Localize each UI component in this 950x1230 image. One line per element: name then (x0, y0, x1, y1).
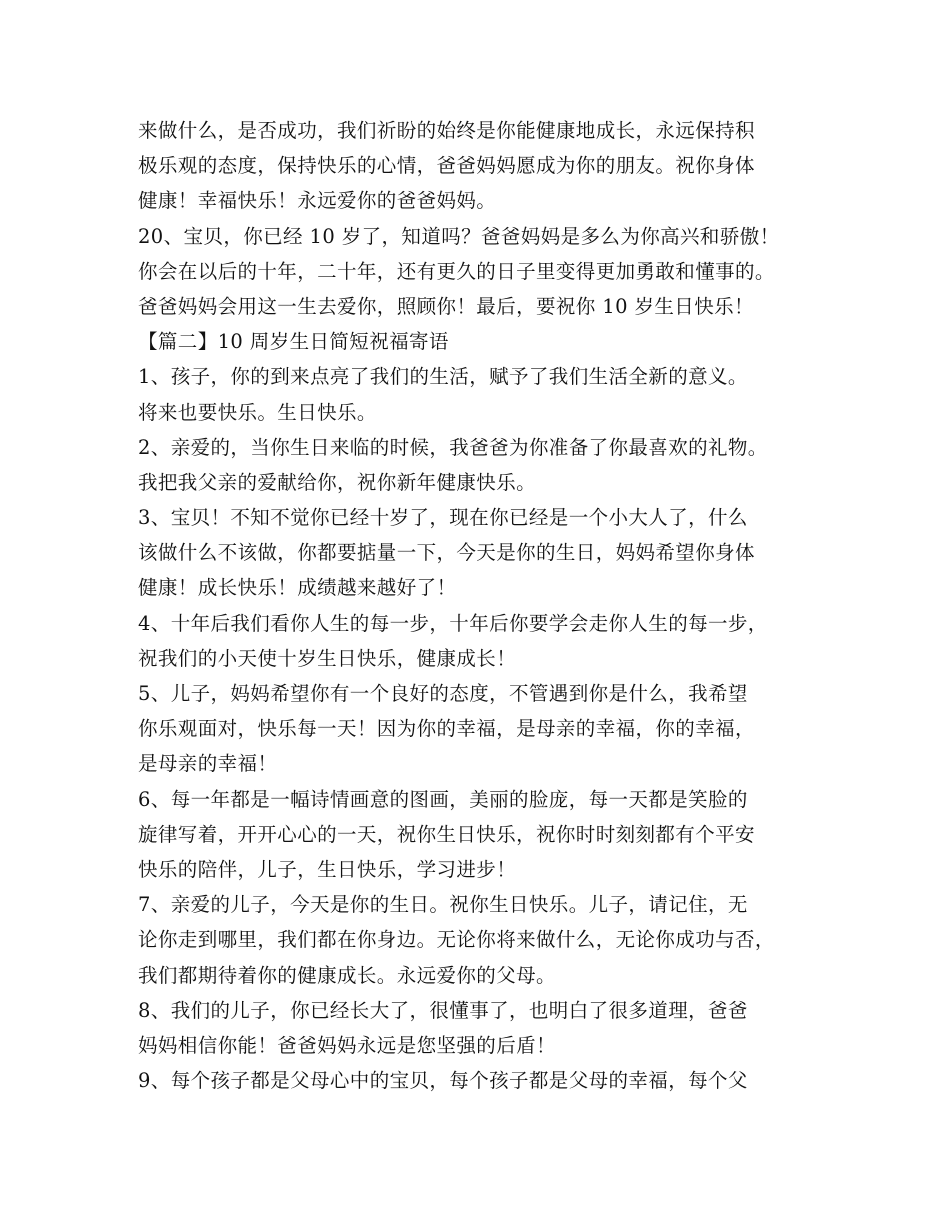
text-line: 该做什么不该做，你都要掂量一下，今天是你的生日，妈妈希望你身体 (138, 541, 755, 565)
text-line: 20、宝贝，你已经 10 岁了，知道吗？爸爸妈妈是多么为你高兴和骄傲！ (138, 224, 780, 248)
text-line: 我把我父亲的爱献给你，祝你新年健康快乐。 (138, 470, 537, 494)
text-line: 来做什么，是否成功，我们祈盼的始终是你能健康地成长，永远保持积 (138, 119, 755, 142)
text-line: 旋律写着，开开心心的一天，祝你生日快乐，祝你时时刻刻都有个平安 (138, 822, 755, 846)
text-line: 1、孩子，你的到来点亮了我们的生活，赋予了我们生活全新的意义。 (138, 365, 748, 389)
text-line: 快乐的陪伴，儿子，生日快乐，学习进步！ (138, 857, 517, 881)
text-line: 5、儿子，妈妈希望你有一个良好的态度，不管遇到你是什么，我希望 (138, 682, 748, 705)
text-line: 6、每一年都是一幅诗情画意的图画，美丽的脸庞，每一天都是笑脸的 (138, 787, 748, 811)
text-line: 是母亲的幸福！ (138, 752, 278, 776)
text-line: 2、亲爱的，当你生日来临的时候，我爸爸为你准备了你最喜欢的礼物。 (138, 435, 768, 459)
text-line: 健康！成长快乐！成绩越来越好了！ (138, 576, 457, 600)
text-line: 你会在以后的十年，二十年，还有更久的日子里变得更加勇敢和懂事的。 (138, 259, 775, 283)
text-line: 7、亲爱的儿子，今天是你的生日。祝你生日快乐。儿子，请记住，无 (138, 893, 748, 917)
text-line: 祝我们的小天使十岁生日快乐，健康成长！ (138, 646, 517, 670)
text-line: 9、每个孩子都是父母心中的宝贝，每个孩子都是父母的幸福，每个父 (138, 1069, 748, 1093)
document-body (138, 113, 838, 1098)
section-heading: 【篇二】10 周岁生日简短祝福寄语 (138, 330, 449, 354)
text-line: 论你走到哪里，我们都在你身边。无论你将来做什么，无论你成功与否， (138, 928, 775, 952)
text-line: 4、十年后我们看你人生的每一步，十年后你要学会走你人生的每一步， (138, 611, 768, 635)
text-line: 健康！幸福快乐！永远爱你的爸爸妈妈。 (138, 189, 497, 213)
text-line: 妈妈相信你能！爸爸妈妈永远是您坚强的后盾！ (138, 1033, 556, 1057)
text-line: 我们都期待着你的健康成长。永远爱你的父母。 (138, 963, 556, 987)
text-line: 你乐观面对，快乐每一天！因为你的幸福，是母亲的幸福，你的幸福， (138, 717, 755, 741)
text-line: 3、宝贝！不知不觉你已经十岁了，现在你已经是一个小大人了，什么 (138, 506, 748, 530)
text-line: 极乐观的态度，保持快乐的心情，爸爸妈妈愿成为你的朋友。祝你身体 (138, 154, 755, 178)
text-line: 8、我们的儿子，你已经长大了，很懂事了，也明白了很多道理，爸爸 (138, 998, 748, 1022)
text-line: 将来也要快乐。生日快乐。 (138, 400, 377, 424)
text-line: 爸爸妈妈会用这一生去爱你，照顾你！最后，要祝你 10 岁生日快乐！ (138, 294, 754, 318)
